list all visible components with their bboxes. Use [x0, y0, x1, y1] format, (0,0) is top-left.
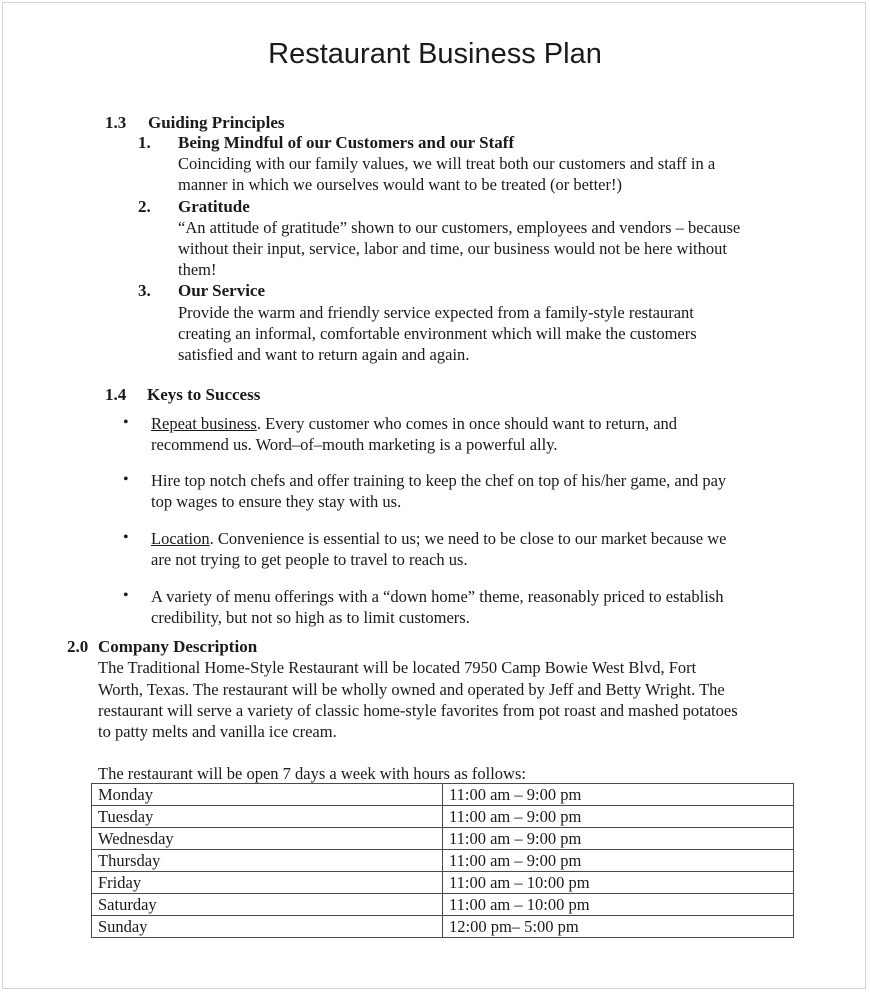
time-cell: 12:00 pm– 5:00 pm: [443, 916, 794, 938]
hours-intro: The restaurant will be open 7 days a week with hours as follows:: [98, 764, 526, 783]
day-cell: Tuesday: [92, 806, 443, 828]
time-cell: 11:00 am – 10:00 pm: [443, 894, 794, 916]
day-cell: Thursday: [92, 850, 443, 872]
key-3-rest: . Convenience is essential to us; we need to be close to our market because we: [209, 529, 727, 548]
key-4-line-1: A variety of menu offerings with a “down home” theme, reasonably priced to establish: [151, 587, 724, 606]
principle-2-heading: Gratitude: [178, 197, 250, 216]
key-1-line-2: recommend us. Word–of–mouth marketing is a powerful ally.: [151, 435, 558, 454]
key-1-lead: Repeat business: [151, 414, 257, 433]
section-1-3-number: 1.3: [105, 113, 127, 132]
key-3-lead: Location: [151, 529, 210, 548]
key-2-line-2: top wages to ensure they stay with us.: [151, 492, 402, 511]
bullet-dot: •: [123, 529, 129, 546]
time-cell: 11:00 am – 9:00 pm: [443, 850, 794, 872]
key-3-line-1: [151, 529, 727, 549]
principle-3-number: 3.: [138, 281, 151, 300]
principle-3-text: Provide the warm and friendly service expected from a family-style restaurant: [178, 303, 694, 322]
principle-2-number: 2.: [138, 197, 151, 216]
company-description-text: restaurant will serve a variety of classic home-style favorites from pot roast and mashed potatoes: [98, 701, 738, 720]
key-1-line-1: [151, 414, 677, 434]
page-title: Restaurant Business Plan: [268, 38, 602, 70]
bullet-dot: •: [123, 414, 129, 431]
key-2-line-1: Hire top notch chefs and offer training to keep the chef on top of his/her game, and pay: [151, 471, 727, 490]
day-cell: Sunday: [92, 916, 443, 938]
principle-1-number: 1.: [138, 133, 151, 152]
time-cell: 11:00 am – 9:00 pm: [443, 806, 794, 828]
principle-2-text: without their input, service, labor and time, our business would not be here without: [178, 239, 727, 258]
principle-1-heading: Being Mindful of our Customers and our Staff: [178, 133, 515, 152]
principle-3-text: satisfied and want to return again and again.: [178, 345, 470, 364]
principle-2-text: “An attitude of gratitude” shown to our customers, employees and vendors – because: [178, 218, 741, 237]
principle-1-text: manner in which we ourselves would want to be treated (or better!): [178, 175, 622, 194]
section-2-0-heading: Company Description: [98, 637, 258, 656]
day-cell: Monday: [92, 784, 443, 806]
principle-1-text: Coinciding with our family values, we will treat both our customers and staff in a: [178, 154, 716, 173]
bullet-dot: •: [123, 471, 129, 488]
table-row: [92, 806, 794, 828]
principle-3-text: creating an informal, comfortable environment which will make the customers: [178, 324, 697, 343]
hours-table: [91, 783, 794, 938]
day-cell: Friday: [92, 872, 443, 894]
principle-3-heading: Our Service: [178, 281, 266, 300]
table-row: [92, 784, 794, 806]
company-description-text: Worth, Texas. The restaurant will be wholly owned and operated by Jeff and Betty Wright. The: [98, 680, 725, 699]
time-cell: 11:00 am – 10:00 pm: [443, 872, 794, 894]
principle-2-text: them!: [178, 260, 217, 279]
section-2-0-number: 2.0: [67, 637, 89, 656]
table-row: [92, 916, 794, 938]
bullet-dot: •: [123, 587, 129, 604]
key-4-line-2: credibility, but not so high as to limit customers.: [151, 608, 470, 627]
day-cell: Saturday: [92, 894, 443, 916]
time-cell: 11:00 am – 9:00 pm: [443, 784, 794, 806]
key-3-line-2: are not trying to get people to travel to reach us.: [151, 550, 468, 569]
table-row: [92, 872, 794, 894]
section-1-4-number: 1.4: [105, 385, 127, 404]
company-description-text: The Traditional Home-Style Restaurant will be located 7950 Camp Bowie West Blvd, Fort: [98, 658, 697, 677]
key-1-rest: . Every customer who comes in once should want to return, and: [256, 414, 678, 433]
company-description-text: to patty melts and vanilla ice cream.: [98, 722, 337, 741]
section-1-4-heading: Keys to Success: [147, 385, 261, 404]
day-cell: Wednesday: [92, 828, 443, 850]
table-row: [92, 850, 794, 872]
table-row: [92, 828, 794, 850]
table-row: [92, 894, 794, 916]
time-cell: 11:00 am – 9:00 pm: [443, 828, 794, 850]
section-1-3-heading: Guiding Principles: [148, 113, 285, 132]
